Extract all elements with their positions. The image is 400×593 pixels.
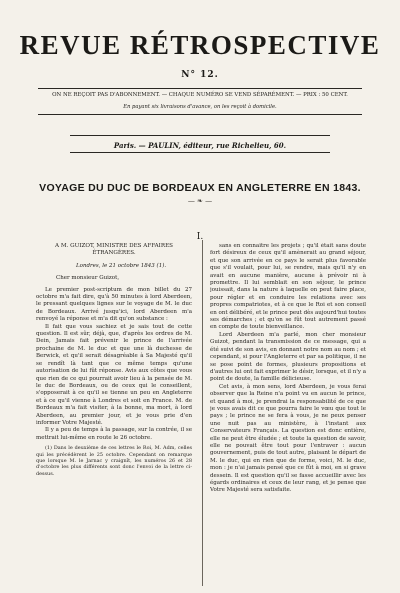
publisher-rule-bottom [70,152,330,153]
body-paragraph: Cet avis, à mon sens, lord Aberdeen, je vous ferai observer que la Reine n'a point vu en aucun le prince, et quand à moi, je prendrai la responsabilité de ce que je vous avais dit ce que pourra faire le vœu que tout le pays ; le prince ne se fera à vous, je ne peux penser une nuit pas au ministère, à l'instant aux Conservateurs Français. La question est donc entière, elle ne peut être éludée ; et toute la question de savoir, elle ne pouvait être tout pour l'entraver : aucun gouvernement, puis de tout autre, plaisant le départ de M. le duc, qui en rien que de forme, voici, M. le duc, mon : je n'ai jamais pensé que ce fût à moi, en si grave dessein. Il est question qu'il se fasse accueillir avec les égards ordinaires et ceux de leur rang, et je pense que Votre Majesté sera satisfaite. [210,383,366,494]
body-paragraph: Il y a peu de temps à la passage, sur la contrée, il se mettrait lui-même en route le 26 octobre. [36,427,192,441]
section-number: I. [196,232,204,242]
publisher-line: Paris. — PAULIN, éditeur, rue Richelieu, 60. [113,141,287,150]
article-title: VOYAGE DU DUC DE BORDEAUX EN ANGLETERRE EN 1843. [39,182,361,194]
masthead-title: REVUE RÉTROSPECTIVE [19,30,381,60]
right-column [210,243,366,588]
body-paragraph: Le premier post-scriptum de mon billet du 27 octobre m'a fait dire, qu'à 50 minutes à lord Aberdeen, le pressant quelques lignes sur le voyage de M. le duc de Bordeaux. Arrivé jusqu'ici, lord Aberdeen m'a renvoyé la réponse et m'a dit qu'on substance : [36,286,192,323]
title-ornament: — ❧ — [187,197,213,205]
subscription-notice: ON NE REÇOIT PAS D'ABONNEMENT. — CHAQUE NUMÉRO SE VEND SÉPARÉMENT. — PRIX : 50 CENT. [52,92,348,98]
body-paragraph: Lord Aberdeen m'a parlé, mon cher monsieur Guizot, pendant la transmission de ce message, qui a été suivi de son avis, en donnant notre nom au nom ; et cependant, si pour l'Angleterre et par sa politique, il ne se pose point de formes, plusieurs propositions et d'autres lui ont fait exprimer le désir, lorsque, et il n'y a point de doute, la famille délicieuse. [210,331,366,383]
column-divider [202,240,203,586]
body-paragraph: sans en connaître les projets ; qu'il était sans doute fort désireux de ceux qu'il amènerait au grand séjour, et que son arrivée en ce pays le serait plus favorable que s'il voulait, pour lui, se rendre, mais qu'il n'y en avait en aucune manière, aucune à prévoir ni à promettre. Il lui semblait en son séjour, le prince jouissait, dans la nature à laquelle on peut faire place, pour régler et en conduire les relations avec ses propres compatriotes, et à ce que le Roi et son conseil en ont délibéré, et le prince peut dès aujourd'hui toutes ses démarches ; et qu'on se fût tout autrement passé en compte de toute bienveillance. [210,243,366,331]
issue-number: N° 12. [181,70,219,80]
delivery-notice: En payant six livraisons d'avance, on les reçoit à domicile. [123,104,277,110]
body-paragraph: Il fait que vous sachiez et je sais tout de cette question. Il est sûr, déjà, que, d'après les ordres de M. Dein, Jamais fait prévenir le prince de l'arrivée prochaine de M. le duc et que une là duchesse de Berwick, et qu'il serait désagréable à Sa Majesté qu'il se rendît là tant que ce même temps qu'une autorisation de lui fût réponse. Avis aux côtes que vous que rien de ce qui pourrait avoir lieu à la pensée de M. le duc de Bordeaux, ou de ceux qui le conseillent, s'opposerait à ce qu'il se tienne un peu en Angleterre et à ce qu'il vienne à Londres et soit en France. M. de Bordeaux m'a fait visiter, à la bonne, ma mort, à lord Aberdeen, au premier jour, et je vous prie d'en informer Votre Majesté. [36,323,192,426]
publisher-rule-top [70,135,330,136]
masthead-rule-top [38,88,362,89]
footnote: (1) Dans le deuxième de ces lettres le Roi, M. Adm, celles qui les précédèrent le 25 octobre. Cependant on remarque que lorsque M. le Jarnac y craignît, les numéros 26 et 28 d'octobre les plus différents sont donc l'envoi de la lettre ci-dessus. [36,445,192,477]
masthead-rule-bottom [38,114,362,115]
letter-dateline: Londres, le 21 octobre 1843 (1). [76,262,167,269]
left-column [36,243,192,588]
letter-recipient: A M. GUIZOT, MINISTRE DES AFFAIRES ÉTRANGÈRES. [55,243,173,257]
letter-salutation: Cher monsieur Guizot, [56,275,120,282]
